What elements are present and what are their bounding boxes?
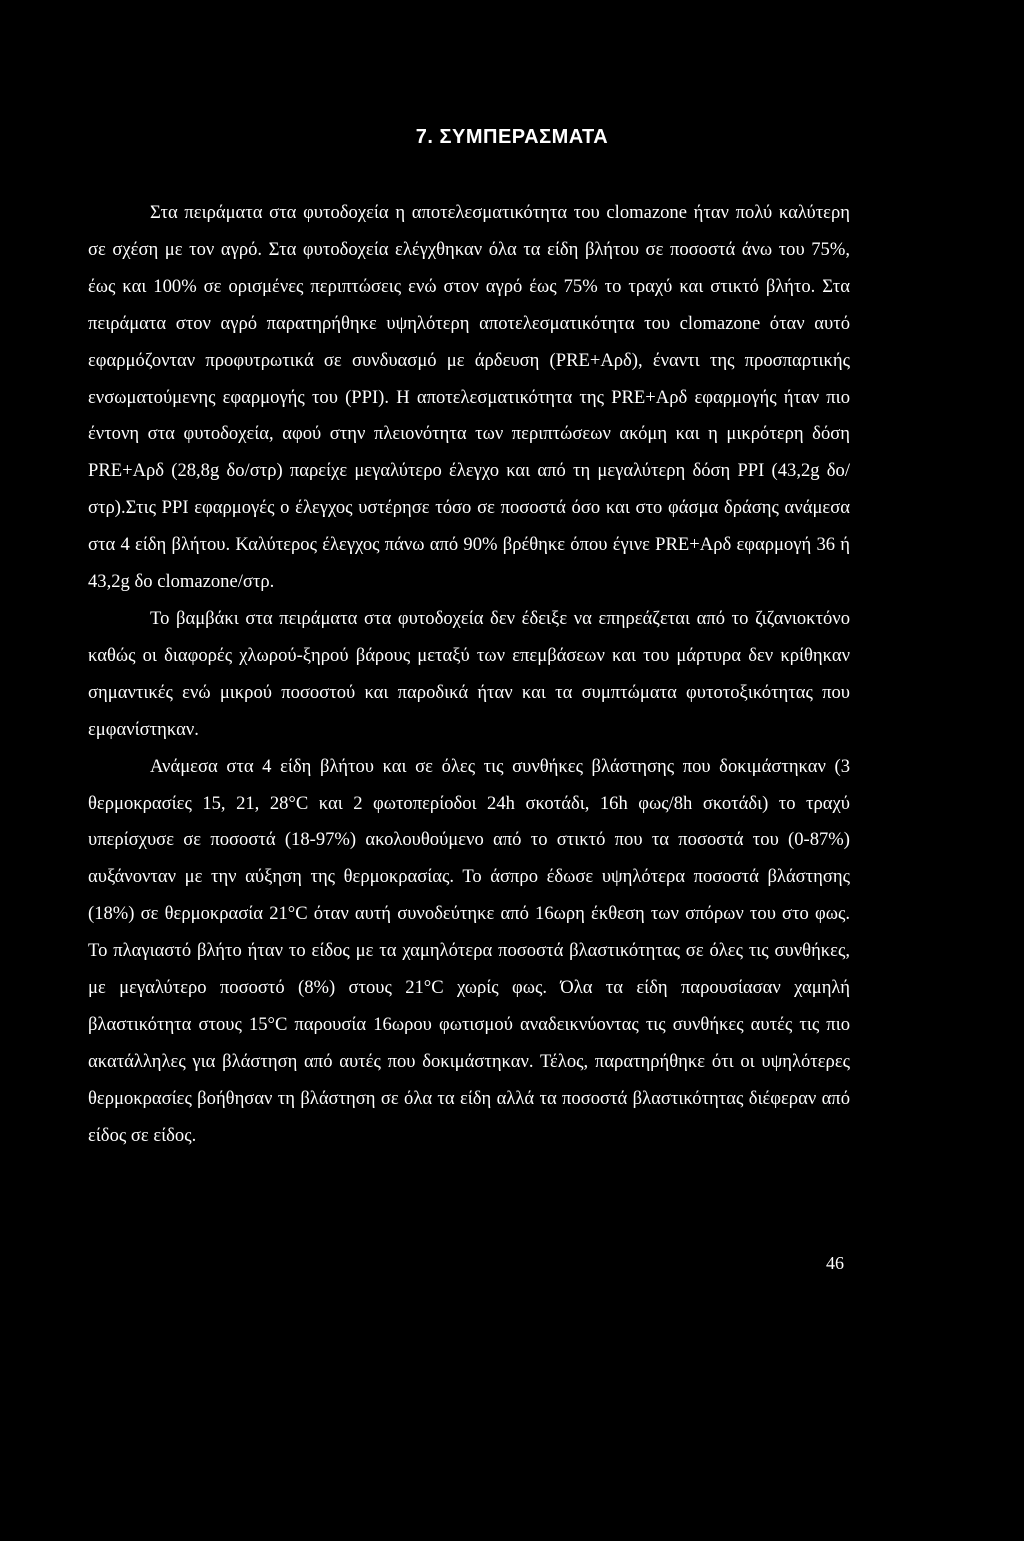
paragraph-1: Στα πειράματα στα φυτοδοχεία η αποτελεσματικότητα του clomazone ήταν πολύ καλύτερη σε σχέση με τον αγρό. Στα φυτοδοχεία ελέγχθηκαν όλα τα είδη βλήτου σε ποσοστά άνω του 75%, έως και 100% σε ορισμένες περιπτώσεις ενώ στον αγρό έως 75% το τραχύ και στικτό βλήτο. Στα πειράματα στον αγρό παρατηρήθηκε υψηλότερη αποτελεσματικότητα του clomazone όταν αυτό εφαρμόζονταν προφυτρωτικά σε συνδυασμό με άρδευση (PRE+Αρδ), έναντι της προσπαρτικής ενσωματούμενης εφαρμογής του (PPI). Η αποτελεσματικότητα της PRE+Αρδ εφαρμογής ήταν πιο έντονη στα φυτοδοχεία, αφού στην πλειονότητα των περιπτώσεων ακόμη και η μικρότερη δόση PRE+Αρδ (28,8g δο/στρ) παρείχε μεγαλύτερο έλεγχο και από τη μεγαλύτερη δόση PPI (43,2g δο/στρ).Στις PPI εφαρμογές ο έλεγχος υστέρησε τόσο σε ποσοστά όσο και στο φάσμα δράσης ανάμεσα στα 4 είδη βλήτου. Καλύτερος έλεγχος πάνω από 90% βρέθηκε όπου έγινε PRE+Αρδ εφαρμογή 36 ή 43,2g δο clomazone/στρ. (88, 202, 850, 593)
page-number: 46 (826, 1253, 844, 1273)
paragraph-3: Ανάμεσα στα 4 είδη βλήτου και σε όλες τις συνθήκες βλάστησης που δοκιμάστηκαν (3 θερμοκρασίες 15, 21, 28°C και 2 φωτοπερίοδοι 24h σκοτάδι, 16h φως/8h σκοτάδι) το τραχύ υπερίσχυσε σε ποσοστά (18-97%) ακολουθούμενο από το στικτό που τα ποσοστά του (0-87%) αυξάνονταν με την αύξηση της θερμοκρασίας. Το άσπρο έδωσε υψηλότερα ποσοστά βλάστησης (18%) σε θερμοκρασία 21°C όταν αυτή συνοδεύτηκε από 16ωρη έκθεση των σπόρων του στο φως. Το πλαγιαστό βλήτο ήταν το είδος με τα χαμηλότερα ποσοστά βλαστικότητας σε όλες τις συνθήκες, με μεγαλύτερο ποσοστό (8%) στους 21°C χωρίς φως. Όλα τα είδη παρουσίασαν χαμηλή βλαστικότητα στους 15°C παρουσία 16ωρου φωτισμού αναδεικνύοντας τις συνθήκες αυτές τις πιο ακατάλληλες για βλάστηση από αυτές που δοκιμάστηκαν. Τέλος, παρατηρήθηκε ότι οι υψηλότερες θερμοκρασίες βοήθησαν τη βλάστηση σε όλα τα είδη αλλά τα ποσοστά βλαστικότητας διέφεραν από είδος σε είδος. (88, 755, 850, 1146)
body-text (88, 195, 850, 1155)
paragraph-2: Το βαμβάκι στα πειράματα στα φυτοδοχεία δεν έδειξε να επηρεάζεται από το ζιζανιοκτόνο καθώς οι διαφορές χλωρού-ξηρού βάρους μεταξύ των επεμβάσεων και του μάρτυρα δεν κρίθηκαν σημαντικές ενώ μικρού ποσοστού και παροδικά ήταν και τα συμπτώματα φυτοτοξικότητας που εμφανίστηκαν. (88, 607, 850, 740)
section-heading: 7. ΣΥΜΠΕΡΑΣΜΑΤΑ (415, 126, 609, 148)
